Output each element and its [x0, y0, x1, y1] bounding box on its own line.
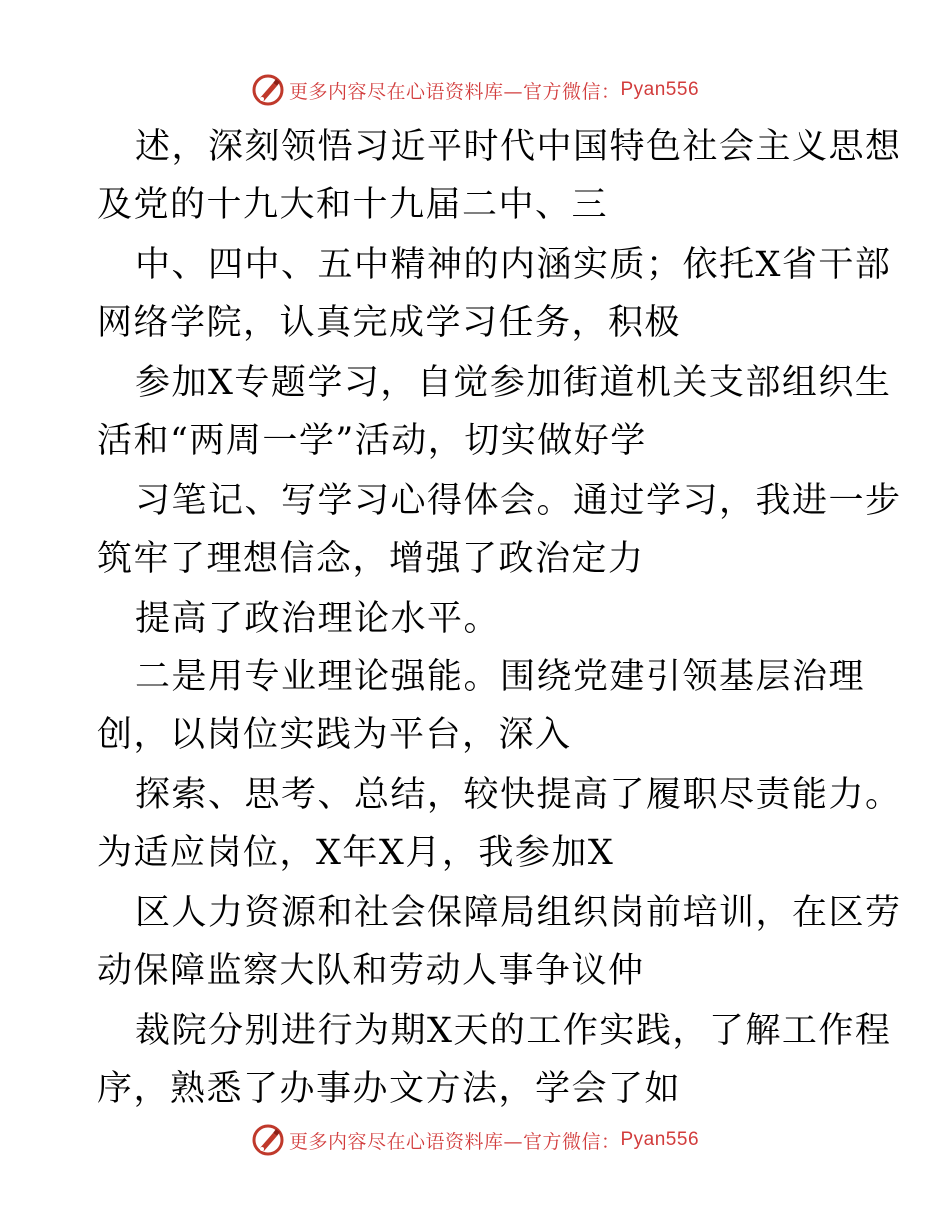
- footer-banner: [251, 1123, 699, 1157]
- body-line: 序，熟悉了办事办文方法，学会了如: [97, 1069, 682, 1109]
- footer-wechat-id: Pyan556: [620, 1129, 700, 1150]
- body-line: 述，深刻领悟习近平时代中国特色社会主义思想: [135, 127, 902, 167]
- body-line: 二是用专业理论强能。围绕党建引领基层治理: [135, 657, 866, 697]
- body-line: 裁院分别进行为期X天的工作实践，了解工作程: [135, 1011, 892, 1051]
- body-line: 提高了政治理论水平。: [135, 599, 501, 639]
- pen-logo-icon: [251, 1123, 285, 1157]
- page-header: [0, 70, 950, 110]
- body-line: 网络学院，认真完成学习任务，积极: [97, 303, 682, 343]
- body-line: 习笔记、写学习心得体会。通过学习，我进一步: [135, 481, 902, 521]
- body-line: 动保障监察大队和劳动人事争议仲: [97, 951, 645, 991]
- body-line: 为适应岗位，X年X月，我参加X: [97, 833, 615, 873]
- body-line: 区人力资源和社会保障局组织岗前培训，在区劳: [135, 893, 902, 933]
- body-line: 中、四中、五中精神的内涵实质；依托X省干部: [135, 245, 892, 285]
- pen-logo-icon: [251, 73, 285, 107]
- header-banner: [251, 73, 699, 107]
- body-line: 筑牢了理想信念，增强了政治定力: [97, 539, 645, 579]
- header-banner-text: 更多内容尽在心语资料库—官方微信：: [288, 80, 621, 103]
- header-wechat-id: Pyan556: [620, 79, 700, 100]
- footer-banner-text: 更多内容尽在心语资料库—官方微信：: [288, 1130, 621, 1153]
- body-line: 参加X专题学习，自觉参加街道机关支部组织生: [135, 363, 892, 403]
- body-line: 活和“两周一学”活动，切实做好学: [97, 421, 647, 461]
- body-line: 及党的十九大和十九届二中、三: [97, 185, 609, 225]
- page-footer: [0, 1120, 950, 1160]
- body-line: 创，以岗位实践为平台，深入: [97, 715, 572, 755]
- body-line: 探索、思考、总结，较快提高了履职尽责能力。: [135, 775, 902, 815]
